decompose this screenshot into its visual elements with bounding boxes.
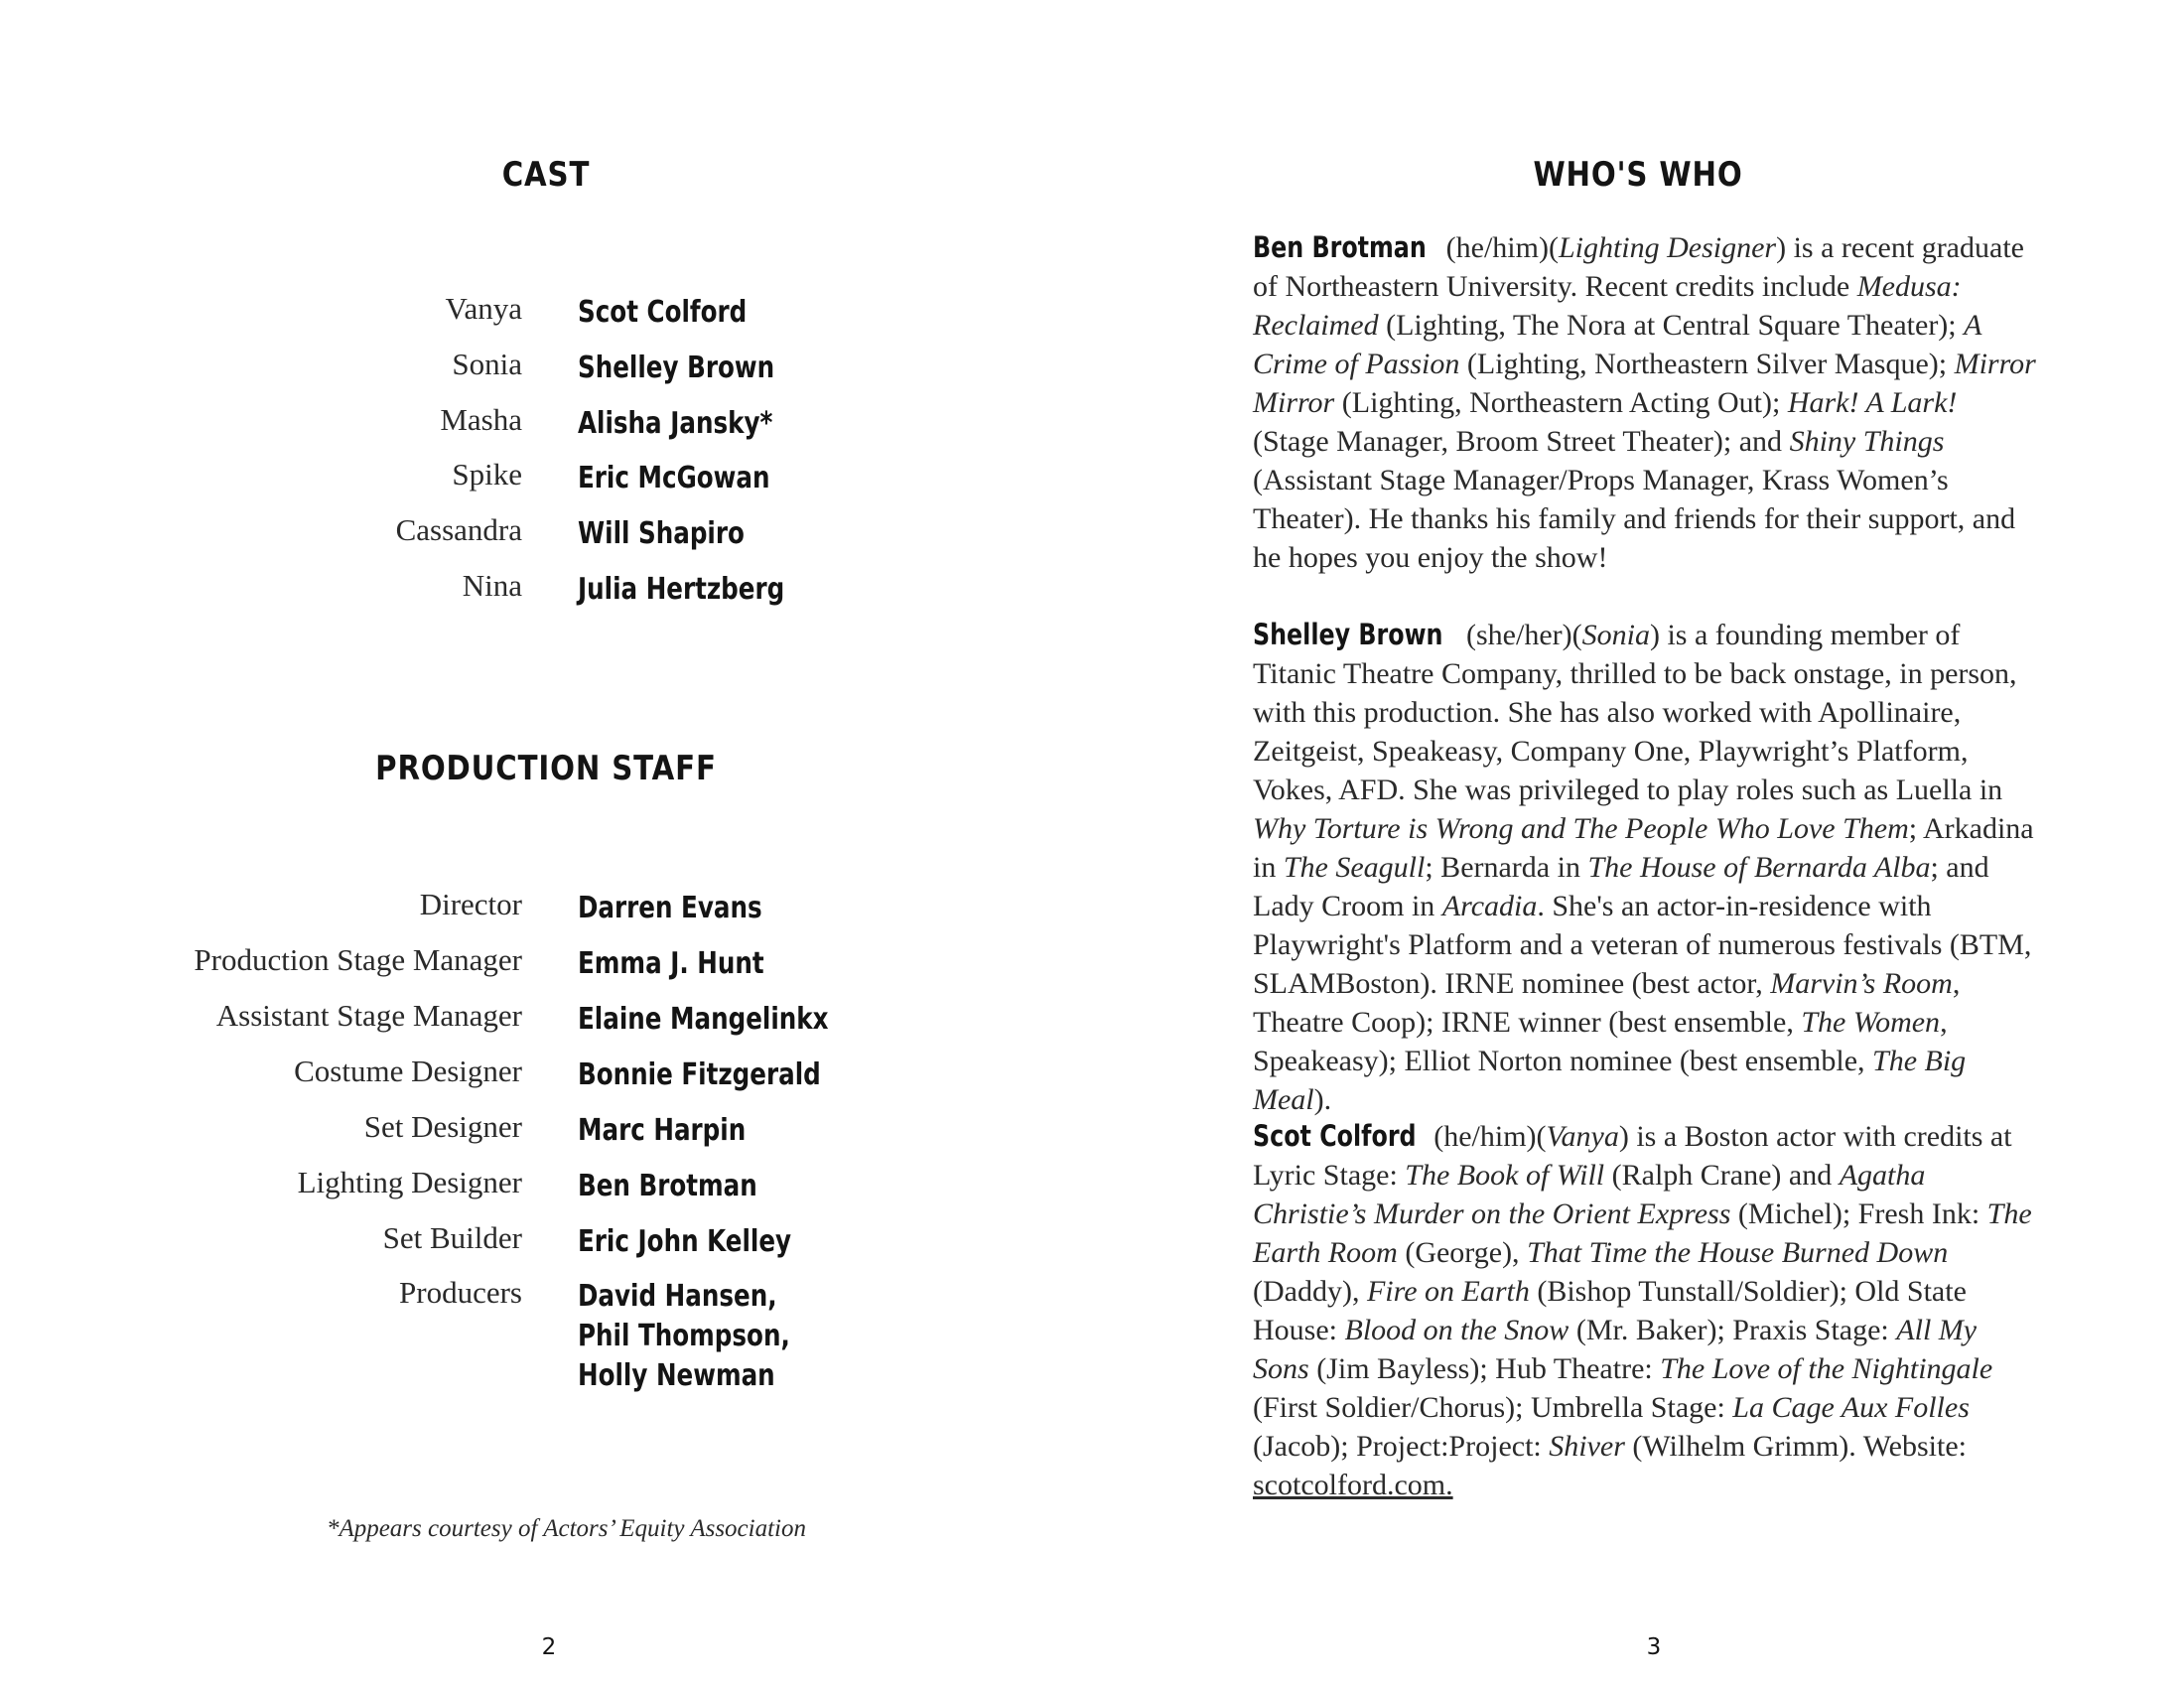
bio-text: (Lighting, Northeastern Acting Out); [1334,386,1788,419]
bio-title-italic: The Earth Room [1253,1197,2032,1269]
bio-title-italic: Lighting Designer [1558,231,1777,264]
bio-text: (Daddy), [1253,1275,1367,1308]
cast-role: Cassandra [395,512,522,547]
bio-title-italic: La Cage Aux Folles [1732,1391,1970,1424]
cast-name: Will Shapiro [578,516,745,551]
bio-text: ) is a Boston actor with credits at Lyric Stage: [1253,1120,2012,1192]
website-link[interactable]: scotcolford.com. [1253,1469,1453,1501]
cast-role: Masha [440,402,522,437]
staff-name: Ben Brotman [578,1169,757,1203]
staff-name: Eric John Kelley [578,1224,792,1259]
bio-name: Scot Colford [1253,1119,1417,1153]
bio-title-italic: Blood on the Snow [1344,1314,1570,1346]
staff-role: Producers [399,1275,522,1310]
staff-row [0,1054,1092,1109]
bio-text: (Wilhelm Grimm). Website: [1624,1430,1967,1463]
right-page [1092,0,2184,1688]
cast-name: Shelley Brown [578,351,775,385]
bio-title-italic: Medusa: Reclaimed [1253,270,1962,342]
bio-title-italic: Vanya [1546,1120,1619,1153]
bio-text: (Jacob); Project:Project: [1253,1430,1550,1463]
cast-row [0,402,1092,458]
bio-title-italic: Mirror Mirror [1253,348,2036,419]
bio-text: (she/her)( [1458,619,1582,651]
bio-title-italic: The Book of Will [1405,1159,1605,1192]
bio-title-italic: Shiny Things [1789,425,1945,458]
staff-row [0,942,1092,998]
cast-row [0,568,1092,624]
staff-role: Production Stage Manager [194,942,522,977]
bio-text: , Theatre Coop); IRNE winner (best ensemble, [1253,967,1961,1039]
staff-row [0,1165,1092,1220]
cast-row [0,291,1092,347]
bio-title-italic: Arcadia [1441,890,1538,922]
bio-text: (he/him)( [1426,1120,1547,1153]
bio-title-italic: A Crime of Passion [1253,309,1981,380]
staff-role: Lighting Designer [297,1165,522,1199]
bio-text: ; Bernarda in [1425,851,1588,884]
bio-title-italic: The Seagull [1283,851,1426,884]
producer-names [578,1277,790,1396]
bio-text: (Bishop Tunstall/Soldier); Old State House: [1253,1275,1967,1346]
whos-who-heading: WHO'S WHO [1533,155,1743,195]
bio-text: (Mr. Baker); Praxis Stage: [1569,1314,1897,1346]
page-number: 3 [1646,1634,1662,1660]
production-staff-heading: PRODUCTION STAFF [375,749,717,788]
bio-title-italic: The Big Meal [1253,1045,1967,1116]
equity-footnote: *Appears courtesy of Actors’ Equity Association [326,1515,806,1542]
cast-name: Julia Hertzberg [578,572,785,607]
bio-text: (Jim Bayless); Hub Theatre: [1308,1352,1661,1385]
staff-role: Set Designer [363,1109,522,1144]
staff-name: Bonnie Fitzgerald [578,1057,821,1092]
bio-title-italic: Agatha Christie’s Murder on the Orient Express [1253,1159,1926,1230]
bio-text: (Ralph Crane) and [1604,1159,1840,1192]
bio-name: Shelley Brown [1253,618,1443,651]
bio-text: (Lighting, The Nora at Central Square Theater); [1378,309,1965,342]
cast-row [0,347,1092,402]
bio-text: (Lighting, Northeastern Silver Masque); [1459,348,1955,380]
bio-text: (Assistant Stage Manager/Props Manager, Krass Women’s Theater). He thanks his family and friends for their support, and he hopes you enjoy the show! [1253,464,2016,574]
bio-title-italic: Why Torture is Wrong and The People Who Love Them [1253,812,1909,845]
staff-role: Assistant Stage Manager [215,998,522,1033]
bio-shelley-brown [1253,616,2037,1119]
cast-role: Nina [462,568,522,603]
bio-title-italic: The Love of the Nightingale [1660,1352,1993,1385]
bio-text: ; Arkadina in [1253,812,2034,884]
staff-row [0,887,1092,942]
staff-role: Costume Designer [294,1054,522,1088]
bio-name: Ben Brotman [1253,230,1427,264]
bio-ben-brotman [1253,228,2037,577]
bio-text: ) is a recent graduate of Northeastern University. Recent credits include [1253,231,2024,303]
bio-text: ) is a founding member of Titanic Theatre Company, thrilled to be back onstage, in person, with this production. She has also worked with Apollinaire, Zeitgeist, Speakeasy, Company One, Playwright’s Platform, Vokes, AFD. She was privileged to play roles such as Luella in [1253,619,2017,806]
cast-role: Vanya [445,291,522,326]
staff-name: Emma J. Hunt [578,946,764,981]
bio-text: , Speakeasy); Elliot Norton nominee (best ensemble, [1253,1006,1948,1077]
cast-role: Sonia [452,347,522,381]
cast-heading: CAST [501,155,591,195]
bio-text: (First Soldier/Chorus); Umbrella Stage: [1253,1391,1733,1424]
staff-row [0,1220,1092,1276]
bio-text: (Michel); Fresh Ink: [1730,1197,1987,1230]
producer-name: Holly Newman [578,1358,775,1393]
staff-row [0,998,1092,1054]
bio-text: . She's an actor-in-residence with Playwright's Platform and a veteran of numerous festivals (BTM, SLAMBoston). IRNE nominee (best actor, [1253,890,2032,1000]
cast-name: Scot Colford [578,295,748,330]
bio-scot-colford [1253,1117,2037,1504]
producer-name: Phil Thompson, [578,1319,790,1353]
bio-title-italic: Marvin’s Room [1770,967,1953,1000]
staff-name: Elaine Mangelinkx [578,1002,829,1037]
staff-role: Director [419,887,522,921]
bio-title-italic: Shiver [1549,1430,1625,1463]
bio-text: ). [1313,1083,1332,1116]
staff-name: Marc Harpin [578,1113,747,1148]
producer-name: David Hansen, [578,1279,777,1314]
staff-name: Darren Evans [578,891,762,925]
bio-title-italic: That Time the House Burned Down [1527,1236,1949,1269]
cast-name: Eric McGowan [578,461,770,495]
bio-text: (he/him)( [1438,231,1559,264]
page-number: 2 [541,1634,557,1660]
bio-title-italic: Sonia [1581,619,1650,651]
cast-role: Spike [452,457,522,492]
cast-row [0,457,1092,512]
bio-title-italic: Hark! A Lark! [1787,386,1958,419]
bio-title-italic: The Women [1801,1006,1941,1039]
cast-row [0,512,1092,568]
bio-text: (Stage Manager, Broom Street Theater); and [1253,425,1790,458]
bio-title-italic: Fire on Earth [1366,1275,1530,1308]
staff-role: Set Builder [382,1220,522,1255]
staff-row [0,1109,1092,1165]
bio-text: ; and Lady Croom in [1253,851,1989,922]
bio-text: (George), [1397,1236,1528,1269]
bio-title-italic: All My Sons [1253,1314,1978,1385]
cast-name: Alisha Jansky* [578,406,773,441]
staff-row-producers [0,1275,1092,1404]
bio-title-italic: The House of Bernarda Alba [1587,851,1931,884]
